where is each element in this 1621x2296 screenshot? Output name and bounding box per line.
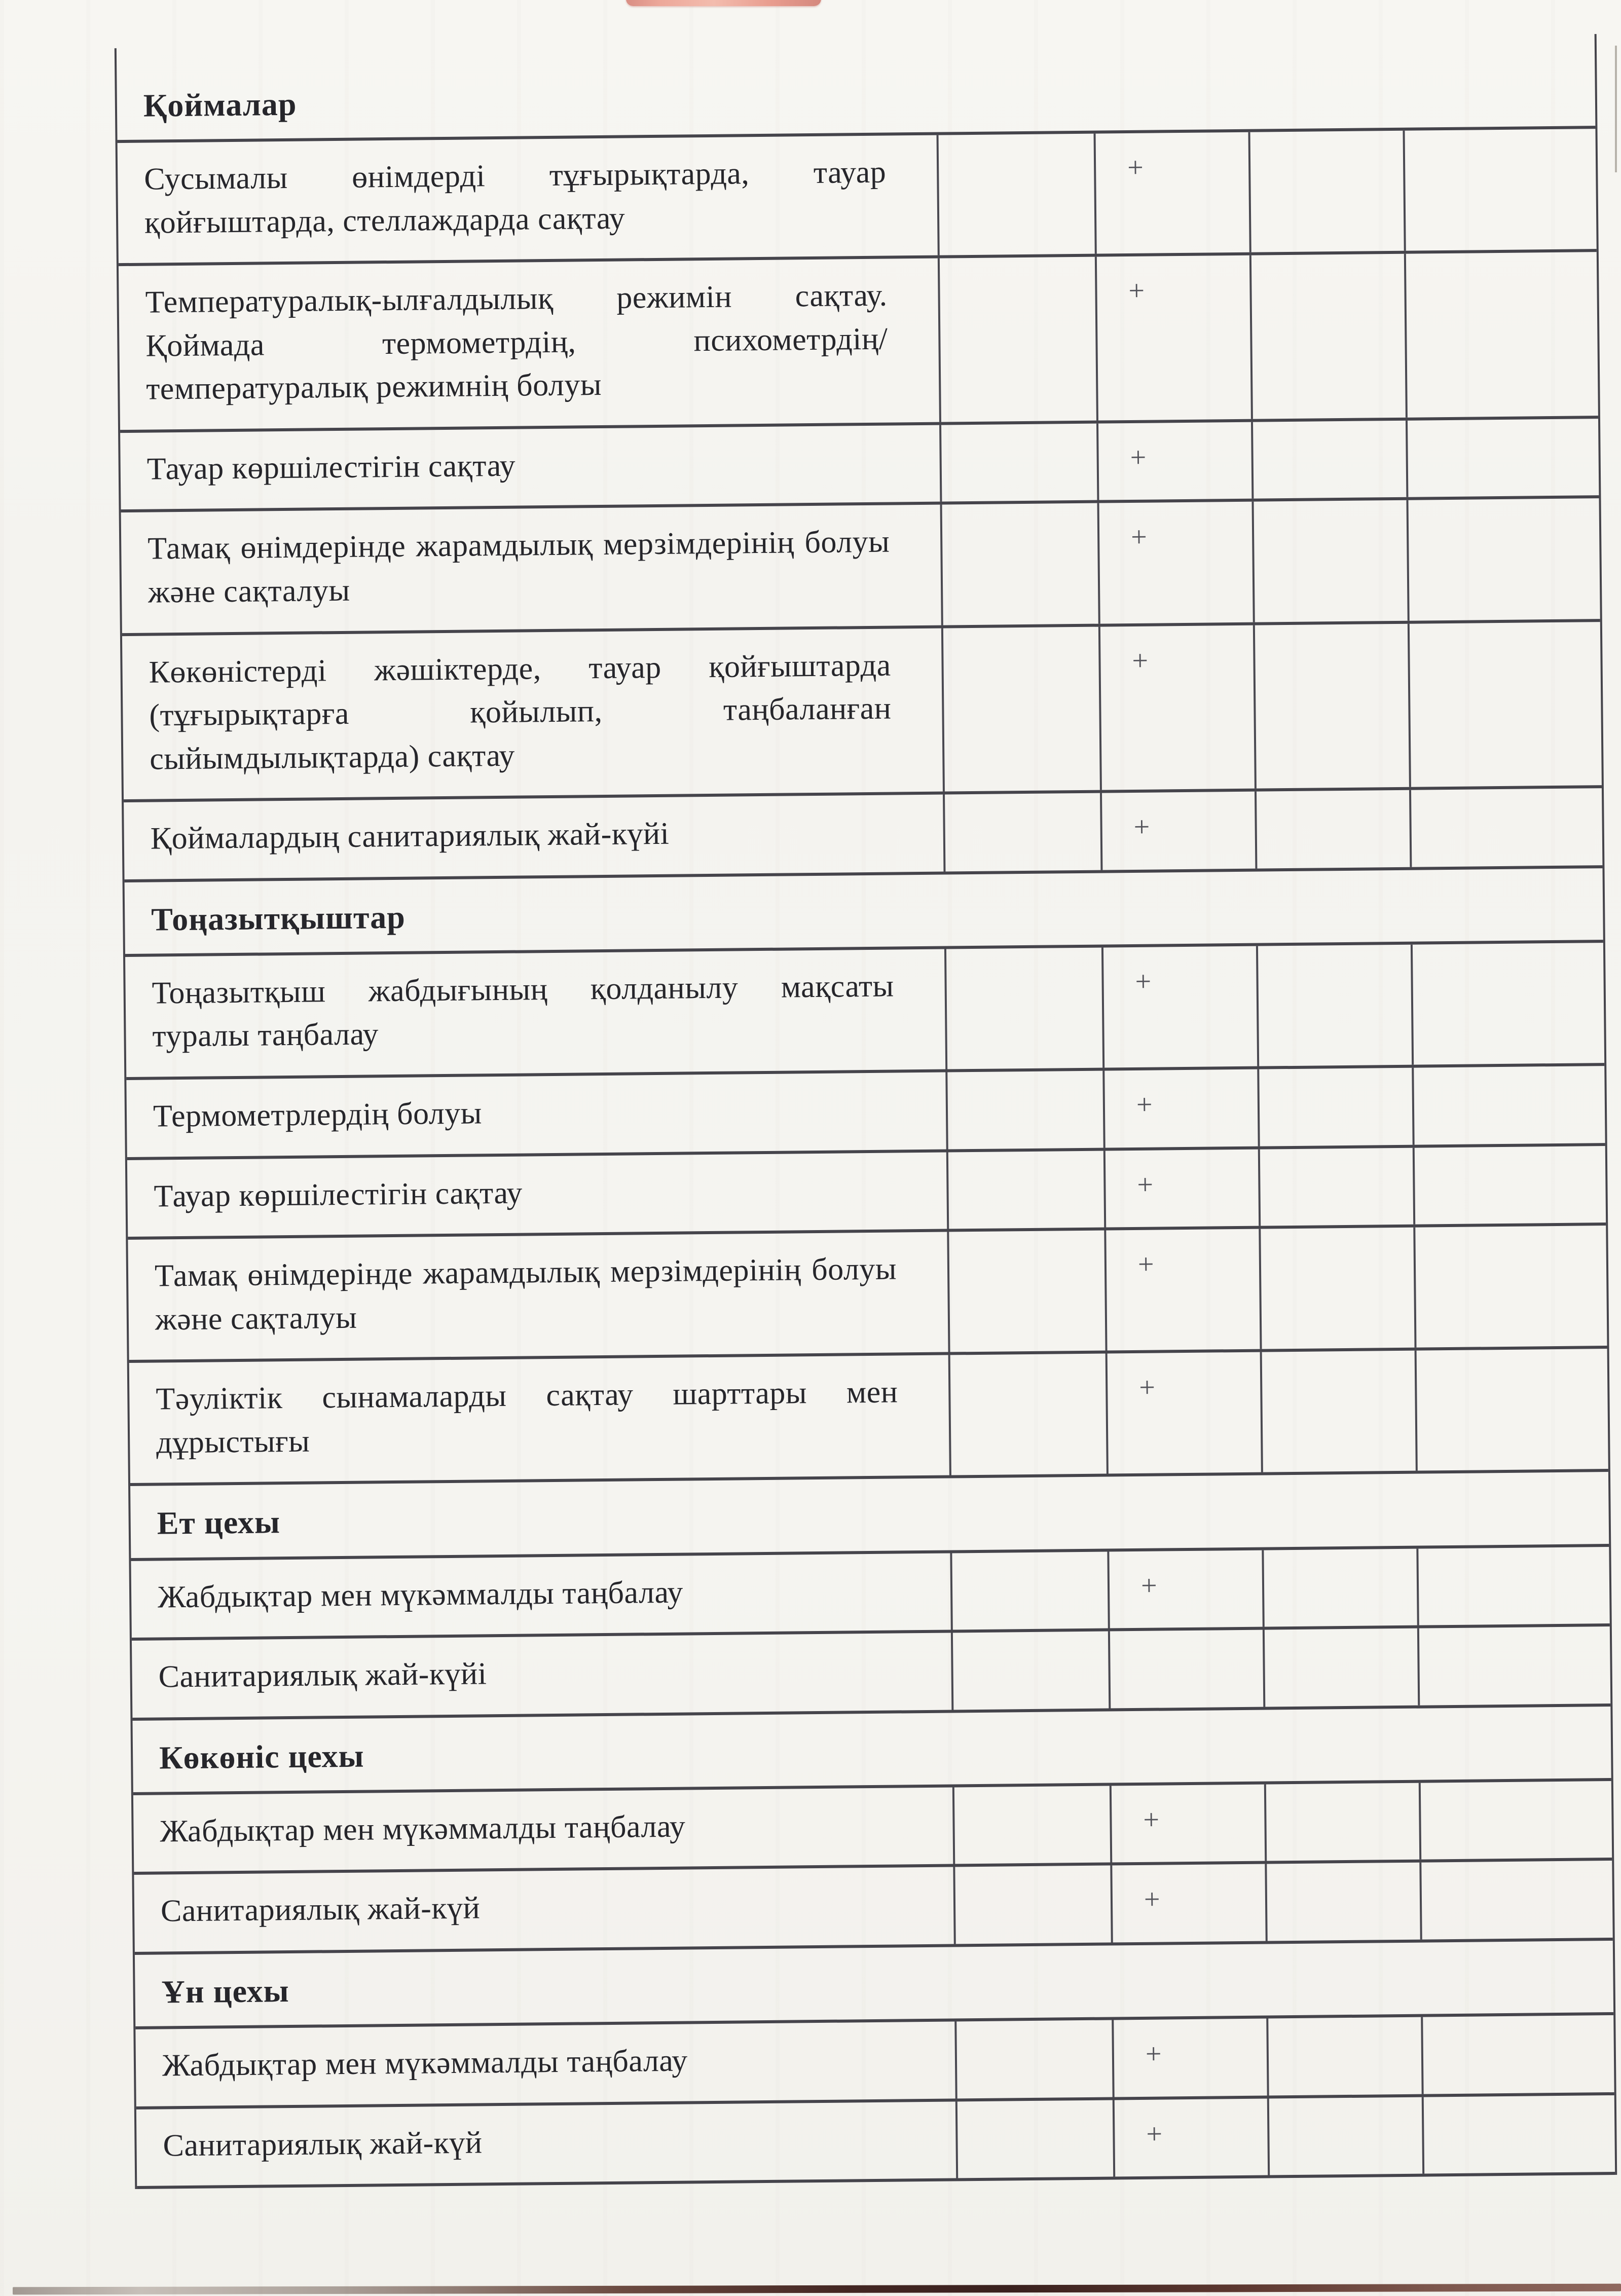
mark-cell-empty bbox=[1413, 1146, 1606, 1225]
mark-cell-checked bbox=[1097, 502, 1253, 623]
item-text-cell: Тауар көршілестігін сақтау bbox=[154, 1175, 523, 1214]
checklist-row bbox=[124, 788, 1602, 882]
mark-cell-empty bbox=[1404, 252, 1598, 417]
mark-cell-checked bbox=[1110, 1864, 1265, 1942]
mark-cell-checked bbox=[1098, 625, 1255, 790]
mark-cell-empty bbox=[1421, 2015, 1614, 2094]
mark-cell-checked bbox=[1104, 1229, 1260, 1351]
item-text-cell: Қоймалардың санитариялық жай-күйі bbox=[150, 816, 670, 856]
section-header-row bbox=[117, 34, 1596, 143]
mark-cell-empty bbox=[1413, 1226, 1607, 1348]
mark-cell-checked bbox=[1096, 422, 1251, 500]
mark-cell-checked bbox=[1110, 1784, 1265, 1862]
item-text-cell: Тамақ өнімдерінде жарамдылық мерзімдерінің болуы және сақталуы bbox=[147, 525, 890, 610]
mark-cell-empty bbox=[937, 134, 1095, 255]
checklist-row bbox=[118, 129, 1597, 266]
mark-cell-empty bbox=[1259, 1228, 1414, 1349]
mark-cell-empty bbox=[1422, 2095, 1615, 2174]
item-text-cell: Көкөністерді жәшіктерде, тауар қойғыштарда (тұғырықтарға қойылып, таңбаланған сыйымдылықтарда) сақтау bbox=[149, 648, 892, 776]
mark-cell-empty bbox=[940, 503, 1098, 625]
section-title: Ұн цехы bbox=[161, 1972, 290, 2010]
mark-cell-empty bbox=[938, 257, 1096, 422]
checklist-row bbox=[133, 1781, 1612, 1875]
mark-cell-checked bbox=[1102, 1069, 1258, 1147]
checklist-row bbox=[121, 499, 1600, 636]
checklist-table bbox=[115, 34, 1617, 2189]
mark-cell-checked bbox=[1112, 2019, 1267, 2097]
page-edge-shadow bbox=[1615, 46, 1617, 172]
plus-mark: + bbox=[1133, 811, 1150, 843]
mark-cell-checked bbox=[1103, 1149, 1259, 1227]
mark-cell-empty bbox=[1409, 788, 1602, 867]
item-text-cell: Тәуліктік сынамаларды сақтау шарттары мен дұрыстығы bbox=[156, 1375, 898, 1460]
item-text-cell: Сусымалы өнімдерді тұғырықтарда, тауар қойғыштарда, стеллаждарда сақтау bbox=[143, 155, 887, 240]
checklist-row bbox=[125, 943, 1604, 1080]
plus-mark: + bbox=[1130, 522, 1148, 553]
plus-mark: + bbox=[1136, 1089, 1153, 1121]
mark-cell-empty bbox=[1258, 1147, 1413, 1226]
checklist-row bbox=[122, 622, 1602, 803]
scan-artifact-top-pink bbox=[626, 0, 821, 6]
checklist-row bbox=[126, 1066, 1605, 1160]
mark-cell-empty bbox=[1415, 1349, 1608, 1471]
plus-mark: + bbox=[1137, 1169, 1154, 1201]
item-text-cell: Температуралық-ылғалдылық режимін сақтау. Қоймада термометрдің, психометрдің/температуралық режимнің болуы bbox=[145, 278, 888, 406]
plus-mark: + bbox=[1144, 1883, 1160, 1916]
mark-cell-empty bbox=[1406, 499, 1600, 621]
mark-cell-empty bbox=[944, 948, 1102, 1069]
mark-cell-empty bbox=[1419, 1861, 1612, 1939]
item-text-cell: Тоңазытқыш жабдығының қолданылу мақсаты туралы таңбалау bbox=[152, 969, 894, 1054]
mark-cell-empty bbox=[955, 2100, 1113, 2178]
mark-cell-empty bbox=[1406, 419, 1599, 497]
scanned-sheet bbox=[115, 34, 1617, 2189]
mark-cell-empty bbox=[1267, 2097, 1422, 2175]
mark-cell-empty bbox=[1417, 1626, 1610, 1705]
checklist-row bbox=[119, 252, 1598, 433]
mark-cell-empty bbox=[953, 1866, 1111, 1944]
mark-cell-empty bbox=[952, 1786, 1110, 1864]
checklist-row bbox=[128, 1226, 1607, 1363]
checklist-row bbox=[127, 1146, 1606, 1240]
plus-mark: + bbox=[1127, 152, 1144, 184]
mark-cell-checked bbox=[1101, 946, 1257, 1068]
section-header-row bbox=[125, 868, 1603, 957]
section-header-row bbox=[135, 1941, 1613, 2029]
section-title: Қоймалар bbox=[143, 86, 297, 124]
checklist-row bbox=[131, 1547, 1609, 1641]
mark-cell-empty bbox=[1263, 1628, 1418, 1707]
plus-mark: + bbox=[1135, 966, 1152, 997]
mark-cell-empty bbox=[1256, 945, 1412, 1066]
mark-cell-empty bbox=[1403, 129, 1596, 251]
plus-mark: + bbox=[1130, 441, 1147, 473]
item-text-cell: Санитариялық жай-күйі bbox=[158, 1656, 487, 1694]
item-text-cell: Санитариялық жай-күй bbox=[160, 1891, 481, 1929]
mark-cell-empty bbox=[1253, 623, 1409, 789]
mark-cell-empty bbox=[941, 626, 1100, 792]
mark-cell-checked bbox=[1106, 1352, 1261, 1474]
item-text-cell: Термометрлердің болуы bbox=[153, 1096, 483, 1134]
mark-cell-empty bbox=[939, 424, 1097, 502]
section-title: Көкөніс цехы bbox=[159, 1737, 364, 1776]
section-title: Тоңазытқыштар bbox=[151, 899, 406, 938]
mark-cell-empty bbox=[1249, 254, 1406, 419]
plus-mark: + bbox=[1137, 1248, 1154, 1281]
mark-cell-empty bbox=[1262, 1548, 1417, 1626]
mark-cell-empty bbox=[1248, 131, 1404, 252]
mark-cell-empty bbox=[1412, 1066, 1605, 1144]
item-text-cell: Жабдықтар мен мүкәммалды таңбалау bbox=[157, 1575, 684, 1615]
mark-cell-checked bbox=[1107, 1550, 1262, 1628]
plus-mark: + bbox=[1146, 2118, 1163, 2150]
mark-cell-empty bbox=[946, 1151, 1104, 1229]
item-text-cell: Санитариялық жай-күй bbox=[163, 2125, 483, 2163]
checklist-row bbox=[120, 419, 1599, 513]
mark-cell-empty bbox=[948, 1354, 1107, 1475]
mark-cell-empty bbox=[1408, 622, 1602, 787]
item-text-cell: Тамақ өнімдерінде жарамдылық мерзімдерінің болуы және сақталуы bbox=[154, 1251, 897, 1337]
mark-cell-empty bbox=[1255, 790, 1410, 868]
mark-cell-empty bbox=[1251, 421, 1406, 499]
section-title: Ет цехы bbox=[157, 1504, 281, 1541]
item-text-cell: Жабдықтар мен мүкәммалды таңбалау bbox=[162, 2043, 688, 2083]
checklist-row bbox=[132, 1626, 1610, 1721]
mark-cell-empty bbox=[1419, 1781, 1612, 1860]
plus-mark: + bbox=[1140, 1570, 1157, 1602]
mark-cell-checked bbox=[1100, 792, 1255, 870]
mark-cell-empty bbox=[1260, 1351, 1416, 1472]
mark-cell-empty bbox=[1108, 1630, 1263, 1708]
mark-cell-empty bbox=[947, 1231, 1105, 1352]
item-text-cell: Тауар көршілестігін сақтау bbox=[146, 448, 516, 487]
checklist-row bbox=[134, 1861, 1612, 1955]
item-text-cell: Жабдықтар мен мүкәммалды таңбалау bbox=[160, 1809, 686, 1849]
mark-cell-checked bbox=[1094, 132, 1249, 254]
checklist-row bbox=[129, 1349, 1608, 1486]
mark-cell-empty bbox=[950, 1551, 1108, 1630]
mark-cell-empty bbox=[943, 793, 1100, 872]
mark-cell-empty bbox=[951, 1632, 1109, 1710]
mark-cell-empty bbox=[1411, 943, 1604, 1065]
plus-mark: + bbox=[1132, 645, 1149, 677]
mark-cell-empty bbox=[1265, 1863, 1420, 1941]
plus-mark: + bbox=[1145, 2038, 1162, 2070]
scan-artifact-bottom-strip bbox=[13, 2284, 1621, 2295]
plus-mark: + bbox=[1138, 1372, 1156, 1404]
checklist-row bbox=[135, 2015, 1614, 2109]
mark-cell-checked bbox=[1113, 2098, 1268, 2176]
mark-cell-empty bbox=[1252, 500, 1408, 622]
mark-cell-checked bbox=[1095, 255, 1251, 421]
plus-mark: + bbox=[1128, 275, 1145, 307]
mark-cell-empty bbox=[1257, 1068, 1412, 1146]
mark-cell-empty bbox=[1264, 1783, 1419, 1861]
section-header-row bbox=[130, 1472, 1609, 1561]
mark-cell-empty bbox=[954, 2020, 1112, 2099]
plus-mark: + bbox=[1143, 1804, 1160, 1836]
mark-cell-empty bbox=[1416, 1547, 1609, 1625]
section-header-row bbox=[132, 1707, 1611, 1795]
mark-cell-empty bbox=[1266, 2017, 1421, 2095]
checklist-row bbox=[136, 2095, 1615, 2190]
mark-cell-empty bbox=[945, 1071, 1103, 1150]
